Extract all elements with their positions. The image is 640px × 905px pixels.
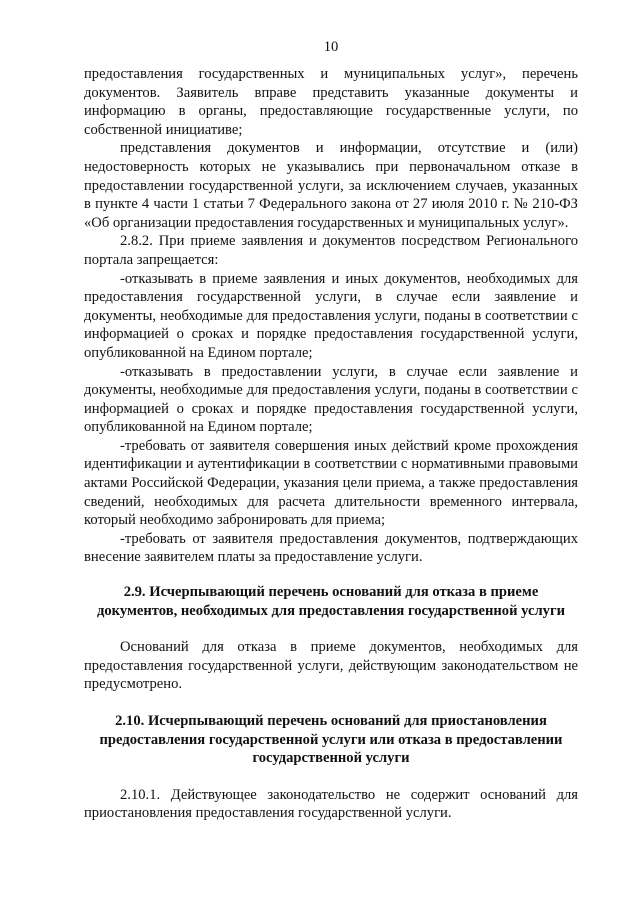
section-2-10-heading: 2.10. Исчерпывающий перечень оснований для приостановления предоставления государственной услуги или отказа в предоставлении государственной услуги [99,713,563,767]
paragraph-require-actions: -требовать от заявителя совершения иных действий кроме прохождения идентификации и аутентификации в соответствии с нормативными правовыми актами Российской Федерации, указания цели приема, а также предоставления сведений, необходимых для расчета длительности временного интервала, который необходимо забронировать для приема; [84,437,578,529]
section-2-10-body: 2.10.1. Действующее законодательство не содержит оснований для приостановления предоставления государственной услуги. [84,786,578,822]
section-2-9-body: Оснований для отказа в приеме документов, необходимых для предоставления государственной услуги, действующим законодательством не предусмотрено. [84,639,578,693]
document-page [84,38,578,823]
paragraph-require-payment-docs: -требовать от заявителя предоставления документов, подтверждающих внесение заявителем платы за предоставление услуги. [84,530,578,566]
paragraph-refuse-service: -отказывать в предоставлении услуги, в случае если заявление и документы, необходимые для предоставления услуги, поданы в соответствии с информацией о сроках и порядке предоставления государственной услуги, опубликованной на Едином портале; [84,363,578,436]
paragraph-2-8-2: 2.8.2. При приеме заявления и документов посредством Регионального портала запрещается: [84,233,578,268]
section-2-9-heading: 2.9. Исчерпывающий перечень оснований для отказа в приеме документов, необходимых для предоставления государственной услуги [97,584,565,619]
paragraph-representation: представления документов и информации, отсутствие и (или) недостоверность которых не указывались при первоначальном отказе в предоставлении государственной услуги, за исключением случаев, указанных в пункте 4 части 1 статьи 7 Федерального закона от 27 июля 2010 г. № 210-ФЗ «Об организации предоставления государственных и муниципальных услуг». [84,140,578,231]
paragraph-continuation: предоставления государственных и муниципальных услуг», перечень документов. Заявитель вправе представить указанные документы и информацию в органы, предоставляющие государственные услуги, по собственной инициативе; [84,66,578,138]
paragraph-refuse-reception: -отказывать в приеме заявления и иных документов, необходимых для предоставления государственной услуги, в случае если заявление и документы, необходимые для предоставления услуги, поданы в соответствии с информацией о сроках и порядке предоставления государственной услуги, опубликованной на Едином портале; [84,270,578,361]
page-number: 10 [323,39,339,55]
